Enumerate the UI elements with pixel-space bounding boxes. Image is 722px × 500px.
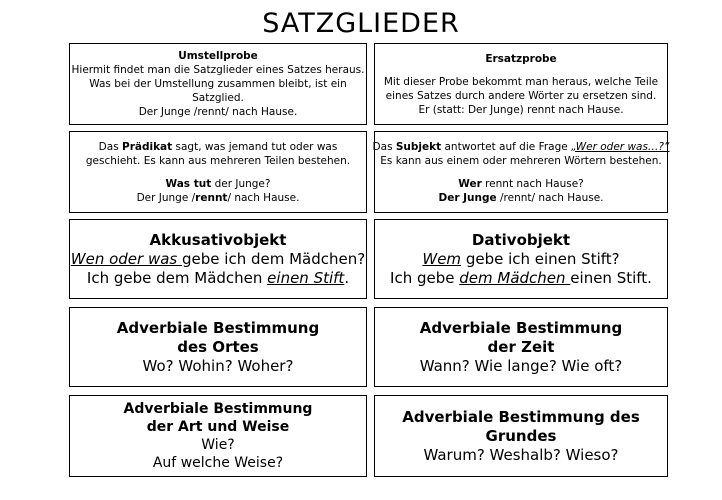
umstellprobe-line-1: Hiermit findet man die Satzglieder eines Satzes heraus. — [71, 64, 365, 76]
akkusativobjekt-heading: Akkusativobjekt — [149, 230, 287, 249]
praedikat-question: Was tut der Junge? — [165, 177, 271, 190]
adverbiale-art-question-2: Auf welche Weise? — [152, 455, 284, 471]
subjekt-box — [374, 131, 668, 213]
adverbiale-art-heading-2: der Art und Weise — [146, 419, 290, 435]
subjekt-example: Der Junge /rennt/ nach Hause. — [438, 191, 604, 204]
umstellprobe-heading: Umstellprobe — [178, 50, 258, 62]
adverbiale-art-heading-1: Adverbiale Bestimmung — [123, 401, 313, 417]
adverbiale-zeit-heading-1: Adverbiale Bestimmung — [419, 318, 623, 337]
dativobjekt-box — [374, 219, 668, 299]
dativobjekt-example: Ich gebe dem Mädchen einen Stift. — [390, 268, 652, 287]
subjekt-line-2: Es kann aus einem oder mehreren Wörtern bestehen. — [380, 154, 662, 167]
adverbiale-ort-box — [69, 307, 367, 387]
akkusativobjekt-box — [69, 219, 367, 299]
adverbiale-ort-questions: Wo? Wohin? Woher? — [142, 356, 294, 375]
adverbiale-grund-box — [374, 395, 668, 477]
adverbiale-art-question-1: Wie? — [201, 437, 235, 453]
subjekt-line-1: Das Subjekt antwortet auf die Frage „Wer oder was…?“ — [372, 140, 670, 153]
umstellprobe-line-3: Satzglied. — [192, 92, 244, 104]
adverbiale-grund-heading-2: Grundes — [485, 426, 557, 445]
subjekt-term: Subjekt — [395, 140, 442, 153]
adverbiale-zeit-questions: Wann? Wie lange? Wie oft? — [419, 356, 623, 375]
adverbiale-zeit-box — [374, 307, 668, 387]
subjekt-question: Wer rennt nach Hause? — [458, 177, 584, 190]
adverbiale-art-box — [69, 395, 367, 477]
ersatzprobe-heading: Ersatzprobe — [485, 52, 557, 65]
ersatzprobe-line-2: eines Satzes durch andere Wörter zu ersetzen sind. — [385, 89, 657, 102]
ersatzprobe-line-1: Mit dieser Probe bekommt man heraus, welche Teile — [383, 75, 659, 88]
adverbiale-ort-heading-1: Adverbiale Bestimmung — [116, 318, 320, 337]
praedikat-line-2: geschieht. Es kann aus mehreren Teilen bestehen. — [85, 154, 351, 167]
praedikat-box — [69, 131, 367, 213]
akkusativobjekt-question: Wen oder was gebe ich dem Mädchen? — [70, 249, 366, 268]
akkusativobjekt-example: Ich gebe dem Mädchen einen Stift. — [86, 268, 350, 287]
adverbiale-ort-heading-2: des Ortes — [177, 337, 259, 356]
dativobjekt-heading: Dativobjekt — [471, 230, 571, 249]
ersatzprobe-box — [374, 43, 668, 125]
praedikat-term: Prädikat — [122, 140, 173, 153]
umstellprobe-line-2: Was bei der Umstellung zusammen bleibt, ist ein — [89, 78, 347, 90]
adverbiale-grund-heading-1: Adverbiale Bestimmung des — [402, 407, 640, 426]
umstellprobe-line-4: Der Junge /rennt/ nach Hause. — [138, 106, 298, 118]
ersatzprobe-line-3: Er (statt: Der Junge) rennt nach Hause. — [418, 103, 624, 116]
umstellprobe-box — [69, 43, 367, 125]
praedikat-example: Der Junge /rennt/ nach Hause. — [136, 191, 300, 204]
page-title: SATZGLIEDER — [262, 8, 460, 39]
dativobjekt-question: Wem gebe ich einen Stift? — [422, 249, 620, 268]
adverbiale-grund-questions: Warum? Weshalb? Wieso? — [423, 445, 619, 464]
praedikat-line-1: Das Prädikat sagt, was jemand tut oder was — [98, 140, 338, 153]
adverbiale-zeit-heading-2: der Zeit — [487, 337, 555, 356]
